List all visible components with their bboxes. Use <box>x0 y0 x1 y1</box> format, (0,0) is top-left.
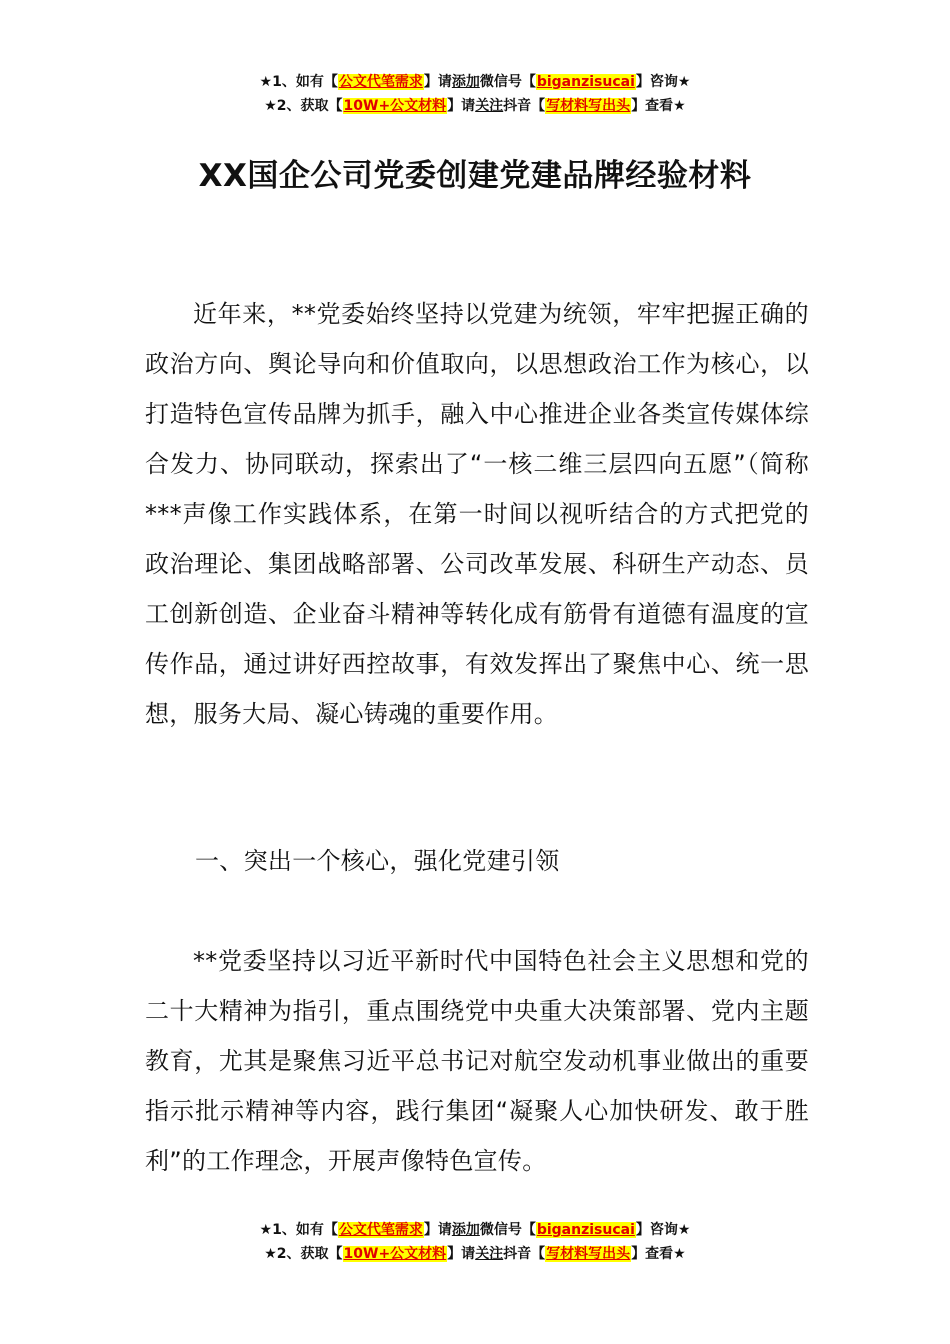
banner-text: 微信号【 <box>479 74 536 90</box>
highlight-wechat-id: biganzisucai <box>536 74 635 90</box>
highlight-service: 公文代笔需求 <box>338 1222 423 1238</box>
highlight-service: 公文代笔需求 <box>338 74 423 90</box>
banner-text: 抖音【 <box>503 98 546 114</box>
banner-text: ★1、如有【 <box>259 1222 338 1238</box>
highlight-materials: 10W+公文材料 <box>343 98 447 114</box>
header-banner <box>0 70 950 118</box>
underlined-text: 添加 <box>451 1222 480 1238</box>
banner-text: 】查看★ <box>631 1246 686 1262</box>
banner-text: 】请 <box>447 1246 476 1262</box>
banner-text: 】查看★ <box>631 98 686 114</box>
highlight-account: 写材料写出头 <box>546 1246 631 1262</box>
banner-line-1 <box>0 70 950 94</box>
banner-line-1 <box>0 1218 950 1242</box>
banner-text: 抖音【 <box>503 1246 546 1262</box>
paragraph-intro: 近年来，**党委始终坚持以党建为统领，牢牢把握正确的政治方向、舆论导向和价值取向，以思想政治工作为核心，以打造特色宣传品牌为抓手，融入中心推进企业各类宣传媒体综合发力、协同联动，探索出了“一核二维三层四向五愿”（简称***声像工作实践体系，在第一时间以视听结合的方式把党的政治理论、集团战略部署、公司改革发展、科研生产动态、员工创新创造、企业奋斗精神等转化成有筋骨有道德有温度的宣传作品，通过讲好西控故事，有效发挥出了聚焦中心、统一思想，服务大局、凝心铸魂的重要作用。 <box>145 300 809 728</box>
banner-text: ★2、获取【 <box>264 98 343 114</box>
banner-text: 】请 <box>423 1222 452 1238</box>
underlined-text: 添加 <box>451 74 480 90</box>
banner-text: 】咨询★ <box>635 1222 691 1238</box>
underlined-text: 关注 <box>475 98 504 114</box>
document-heading-section <box>145 836 809 886</box>
banner-line-2 <box>0 1242 950 1266</box>
footer-banner <box>0 1218 950 1266</box>
section-heading: 一、突出一个核心，强化党建引领 <box>195 847 560 875</box>
document-body-section-2 <box>145 936 809 1186</box>
document-body-section-1 <box>145 289 809 739</box>
banner-text: ★1、如有【 <box>259 74 338 90</box>
banner-line-2 <box>0 94 950 118</box>
highlight-materials: 10W+公文材料 <box>343 1246 447 1262</box>
banner-text: 微信号【 <box>479 1222 536 1238</box>
banner-text: ★2、获取【 <box>264 1246 343 1262</box>
underlined-text: 关注 <box>475 1246 504 1262</box>
banner-text: 】请 <box>447 98 476 114</box>
document-title: XX国企公司党委创建党建品牌经验材料 <box>198 158 752 194</box>
banner-text: 】请 <box>423 74 452 90</box>
paragraph-party-committee: **党委坚持以习近平新时代中国特色社会主义思想和党的二十大精神为指引，重点围绕党中央重大决策部署、党内主题教育，尤其是聚焦习近平总书记对航空发动机事业做出的重要指示批示精神等内容，践行集团“凝聚人心加快研发、敢于胜利”的工作理念，开展声像特色宣传。 <box>145 947 809 1175</box>
highlight-wechat-id: biganzisucai <box>536 1222 635 1238</box>
banner-text: 】咨询★ <box>635 74 691 90</box>
highlight-account: 写材料写出头 <box>546 98 631 114</box>
